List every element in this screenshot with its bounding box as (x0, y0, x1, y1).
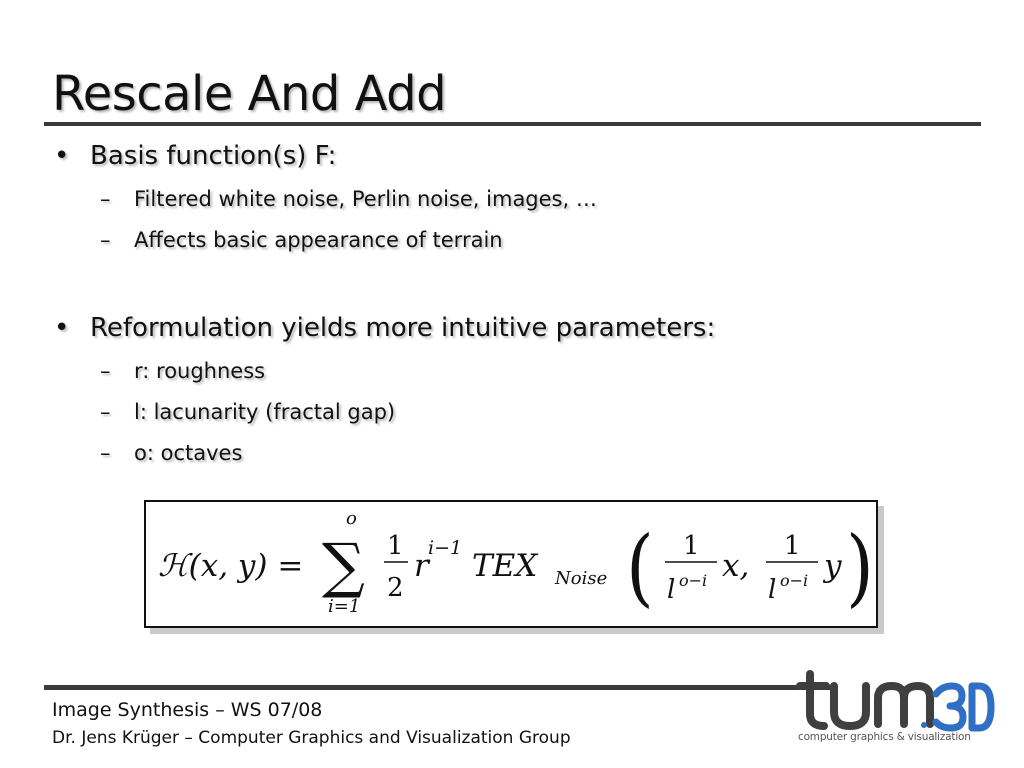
sum-upper-limit: o (346, 508, 357, 529)
subitem-text: Affects basic appearance of terrain (134, 228, 503, 252)
arg2-den-base: l (768, 575, 777, 605)
bullet-marker: • (54, 313, 70, 343)
subitem-text: r: roughness (134, 359, 266, 383)
tex-subscript: Noise (555, 568, 608, 589)
tex-symbol: TEX (472, 548, 538, 584)
sub-marker: – (100, 359, 111, 383)
formula-box (144, 500, 878, 628)
bullet-text: Reformulation yields more intuitive parameters: (90, 313, 716, 343)
sub-marker: – (100, 400, 111, 424)
subitem-appearance (100, 226, 503, 254)
tum-wordmark (800, 674, 930, 726)
subitem-text: Filtered white noise, Perlin noise, images, … (134, 187, 597, 211)
r-base: r (414, 548, 429, 584)
arg1-numerator: 1 (683, 531, 700, 561)
subitem-lacunarity (100, 398, 396, 426)
sub-marker: – (100, 187, 111, 211)
bullet-marker: • (54, 141, 70, 171)
slide-title: Rescale And Add (52, 66, 447, 122)
sum-lower-limit: i=1 (328, 596, 361, 617)
subitem-text: o: octaves (134, 441, 243, 465)
arg1-variable: x, (722, 548, 750, 584)
footer-author: Dr. Jens Krüger – Computer Graphics and Visualization Group (52, 728, 571, 748)
arg2-den-exponent: o−i (780, 571, 809, 590)
sum-symbol: ∑ (322, 531, 365, 601)
bullet-text: Basis function(s) F: (90, 141, 337, 171)
sub-marker: – (100, 228, 111, 252)
r-exponent: i−1 (428, 537, 463, 559)
sub-marker: – (100, 441, 111, 465)
formula-lhs: ℋ(x, y) = (158, 548, 304, 584)
subitem-roughness (100, 357, 266, 385)
subitem-filtered-noise (100, 185, 597, 213)
subitem-octaves (100, 439, 243, 467)
fraction-numerator: 1 (387, 531, 404, 561)
arg2-numerator: 1 (784, 531, 801, 561)
bullet-reformulation (54, 312, 716, 344)
arg1-den-exponent: o−i (679, 571, 708, 590)
footer-divider (44, 685, 830, 690)
footer-course: Image Synthesis – WS 07/08 (52, 699, 323, 721)
paren-open: ( (626, 519, 654, 617)
arg2-variable: y (824, 548, 842, 584)
logo-caption: computer graphics & visualization (798, 731, 971, 743)
arg1-den-base: l (667, 575, 676, 605)
bullet-basis-function (54, 140, 337, 172)
fraction-denominator: 2 (387, 573, 404, 603)
subitem-text: l: lacunarity (fractal gap) (134, 400, 396, 424)
logo-dot (921, 722, 927, 728)
paren-close: ) (846, 519, 874, 617)
title-divider (44, 122, 981, 126)
logo-3d (936, 686, 991, 728)
formula (146, 502, 876, 626)
